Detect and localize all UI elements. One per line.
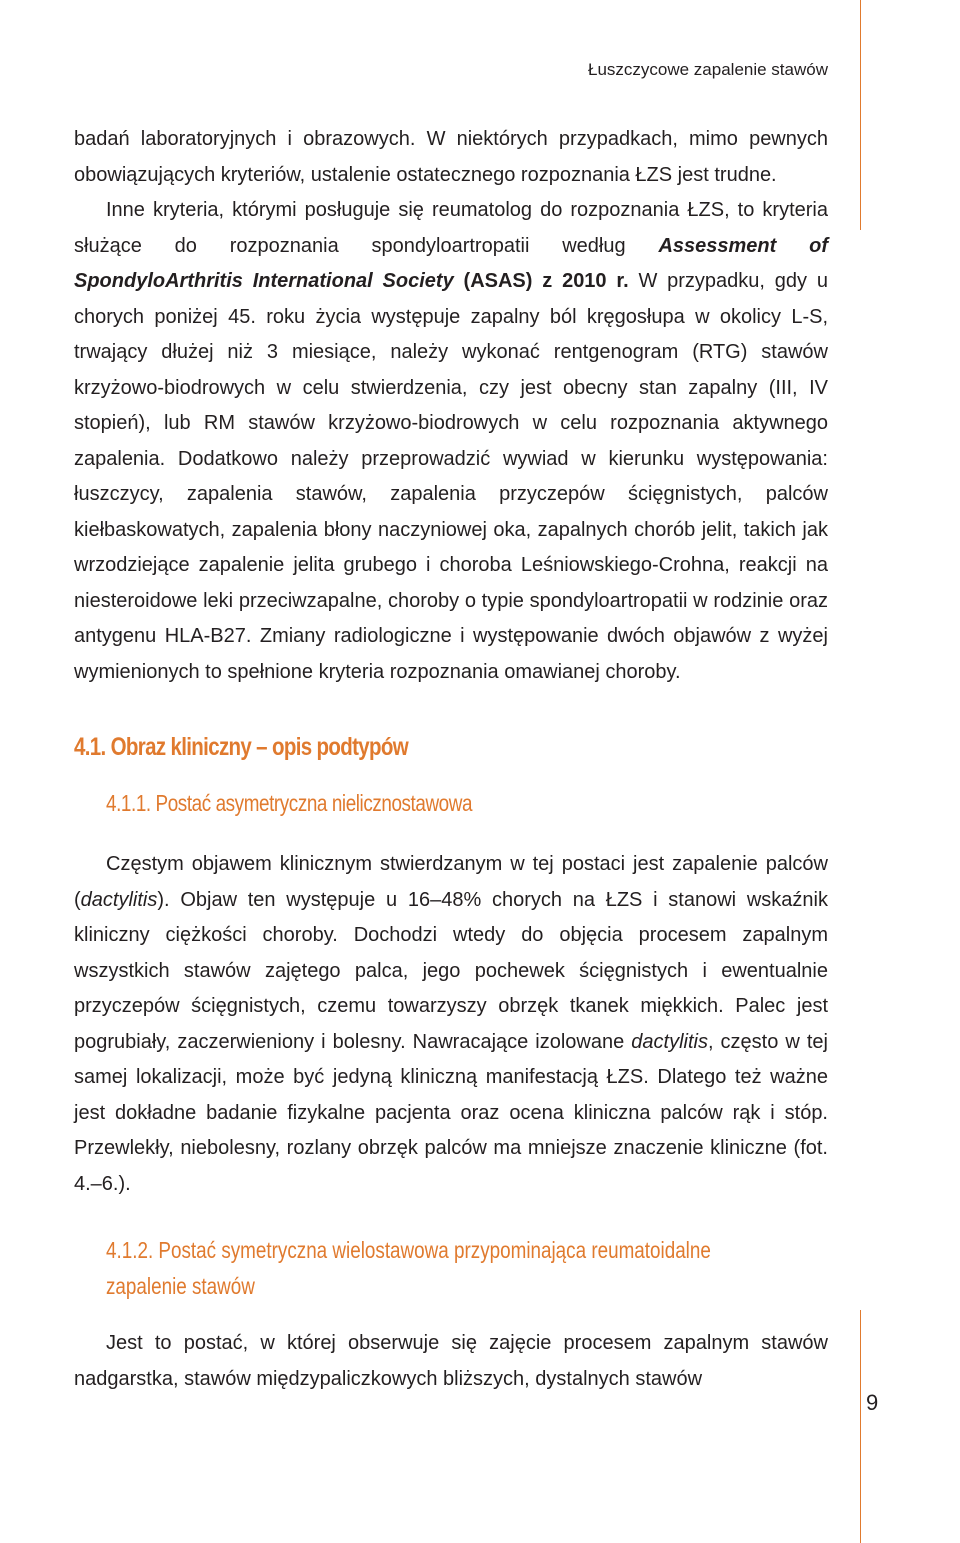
paragraph-symmetric-form: Jest to postać, w której obserwuje się zajęcie procesem zapalnym stawów nadgarstka, stawów międzypaliczkowych bliższych, dystalnych stawów — [74, 1332, 828, 1390]
margin-rule-top — [860, 0, 861, 230]
asas-year: (ASAS) z 2010 r. — [453, 270, 629, 292]
paragraph-dactylitis-text-3: , często w tej samej lokalizacji, może być jedyną kliniczną manifestacją ŁZS. Dlatego też ważne jest dokładne badanie fizykalne pacjenta oraz ocena kliniczna palców rąk i stóp. Przewlekły, niebolesny, rozlany obrzęk palców ma mniejsze znaczenie kliniczne (fot. 4.–6.). — [74, 1030, 828, 1195]
subsection-heading-4-1-2 — [106, 1232, 844, 1304]
paragraph-criteria-text-2: W przypadku, gdy u chorych poniżej 45. roku życia występuje zapalny ból kręgosłupa w okolicy L-S, trwający dłużej niż 3 miesiące, należy wykonać rentgenogram (RTG) stawów krzyżowo-biodrowych w celu stwierdzenia, czy jest obecny stan zapalny (III, IV stopień), lub RM stawów krzyżowo-biodrowych w celu rozpoznania aktywnego zapalenia. Dodatkowo należy przeprowadzić wywiad w kierunku występowania: łuszczycy, zapalenia stawów, zapalenia przyczepów ścięgnistych, palców kiełbaskowatych, zapalenia błony naczyniowej oka, zapalnych chorób jelit, takich jak wrzodziejące zapalenie jelita grubego i choroba Leśniowskiego-Crohna, reakcji na niesteroidowe leki przeciwzapalne, choroby o typie spondyloartropatii w rodzinie oraz antygenu HLA-B27. Zmiany radiologiczne i występowanie dwóch objawów z wyżej wymienionych to spełnione kryteria rozpoznania omawianej choroby. — [74, 270, 829, 683]
dactylitis-term-1: dactylitis — [80, 888, 158, 911]
paragraph-criteria — [74, 193, 828, 690]
paragraph-dactylitis-text-2: ). Objaw ten występuje u 16–48% chorych na ŁZS i stanowi wskaźnik kliniczny ciężkości choroby. Dochodzi wtedy do objęcia procesem zapalnym wszystkich stawów zajętego palca, jego pochewek ścięgnistych i ewentualnie przyczepów ścięgnistych, czemu towarzyszy obrzęk tkanek miękkich. Palec jest pogrubiały, zaczerwieniony i bolesny. Nawracające izolowane — [74, 888, 828, 1053]
paragraph-criteria-text-1: Inne kryteria, którymi posługuje się reumatolog do rozpoznania ŁZS, to kryteria służące do rozpoznania spondyloartropatii według — [74, 199, 828, 257]
paragraph-dactylitis — [74, 847, 828, 1202]
subsection-heading-4-1-2-line1: 4.1.2. Postać symetryczna wielostawowa przypominająca reumatoidalne — [106, 1237, 711, 1263]
page-body — [74, 122, 828, 1397]
margin-rule-bottom — [860, 1310, 861, 1543]
paragraph-dactylitis-text-1: Częstym objawem klinicznym stwierdzanym w tej postaci jest zapalenie palców ( — [74, 853, 828, 911]
subsection-heading-4-1-1: 4.1.1. Postać asymetryczna nielicznostawowa — [106, 790, 473, 816]
asas-society-name: Assessment of SpondyloArthritis International Society — [74, 234, 828, 292]
paragraph-intro: badań laboratoryjnych i obrazowych. W niektórych przypadkach, mimo pewnych obowiązujących kryteriów, ustalenie ostatecznego rozpoznania ŁZS jest trudne. — [74, 128, 828, 186]
page-number: 9 — [866, 1390, 879, 1415]
dactylitis-term-2: dactylitis — [631, 1030, 708, 1053]
section-heading-4-1: 4.1. Obraz kliniczny – opis podtypów — [74, 733, 409, 761]
running-head: Łuszczycowe zapalenie stawów — [587, 60, 828, 79]
subsection-heading-4-1-2-line2: zapalenie stawów — [106, 1273, 255, 1299]
